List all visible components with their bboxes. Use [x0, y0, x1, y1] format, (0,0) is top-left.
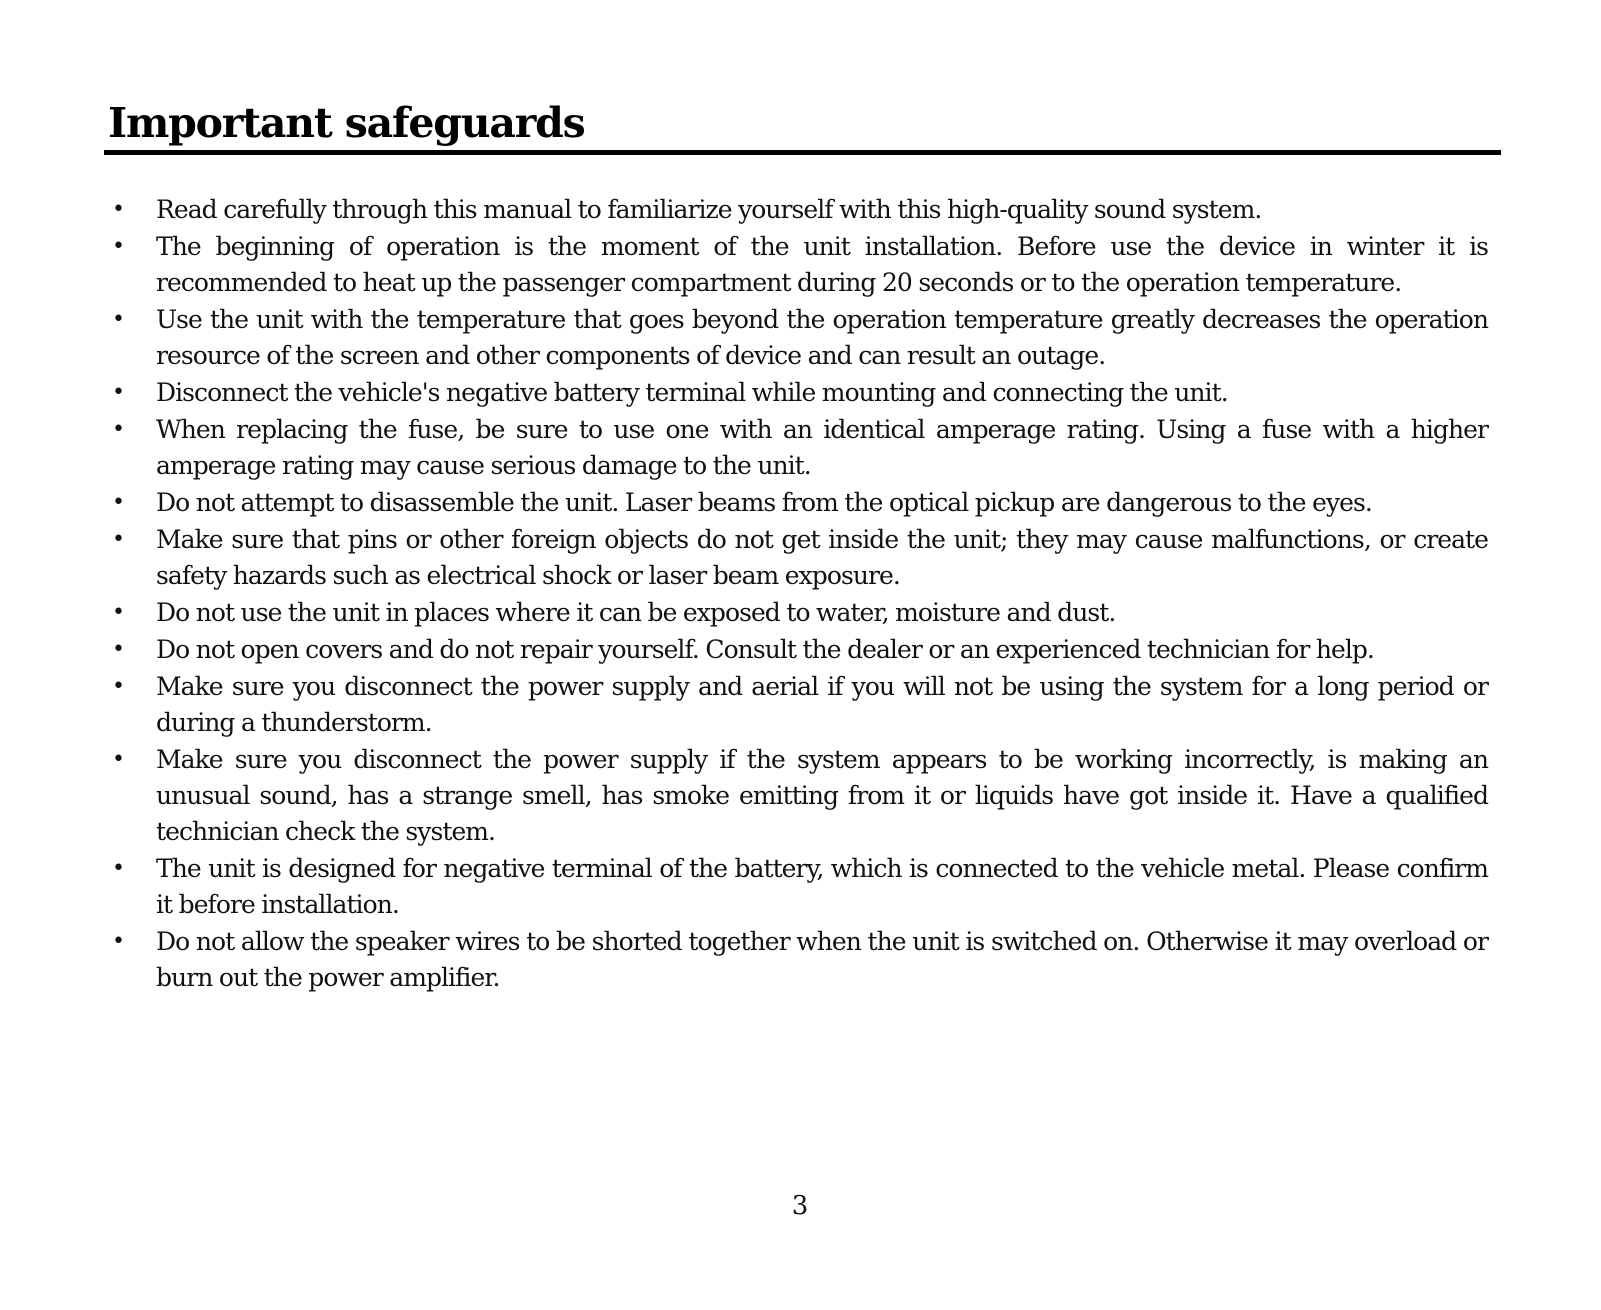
list-item-text: The unit is designed for negative terminal of the battery, which is connected to the vehicle metal. Please confirm it before installation.: [156, 854, 1488, 919]
list-item-text: Make sure that pins or other foreign objects do not get inside the unit; they may cause malfunctions, or create safety hazards such as electrical shock or laser beam exposure.: [156, 525, 1488, 590]
bullet-icon: •: [112, 929, 125, 954]
list-item-text: Do not open covers and do not repair yourself. Consult the dealer or an experienced technician for help.: [156, 635, 1374, 664]
bullet-icon: •: [112, 307, 125, 332]
page-number: 3: [791, 1191, 809, 1221]
bullet-icon: •: [112, 417, 125, 442]
bullet-icon: •: [112, 527, 125, 552]
bullet-icon: •: [112, 234, 125, 259]
title-underline: [104, 150, 1501, 155]
list-item: [110, 632, 1488, 668]
list-item-text: When replacing the fuse, be sure to use one with an identical amperage rating. Using a fuse with a higher amperage rating may cause serious damage to the unit.: [156, 415, 1488, 480]
list-item: [110, 742, 1488, 850]
list-item-text: Do not attempt to disassemble the unit. Laser beams from the optical pickup are dangerous to the eyes.: [156, 488, 1372, 517]
bullet-icon: •: [112, 380, 125, 405]
bullet-icon: •: [112, 637, 125, 662]
list-item: [110, 412, 1488, 484]
list-item-text: Use the unit with the temperature that goes beyond the operation temperature greatly decreases the operation resource of the screen and other components of device and can result an outage.: [156, 305, 1488, 370]
bullet-icon: •: [112, 197, 125, 222]
list-item: [110, 595, 1488, 631]
list-item: [110, 375, 1488, 411]
list-item: [110, 924, 1488, 996]
bullet-icon: •: [112, 856, 125, 881]
list-item: [110, 522, 1488, 594]
list-item-text: Make sure you disconnect the power supply if the system appears to be working incorrectly, is making an unusual sound, has a strange smell, has smoke emitting from it or liquids have got inside it. Have a qualified technician check the system.: [156, 745, 1488, 846]
bullet-icon: •: [112, 674, 125, 699]
bullet-icon: •: [112, 747, 125, 772]
list-item-text: Make sure you disconnect the power supply and aerial if you will not be using the system for a long period or during a thunderstorm.: [156, 672, 1488, 737]
list-item: [110, 229, 1488, 301]
list-item-text: Do not use the unit in places where it can be exposed to water, moisture and dust.: [156, 598, 1116, 627]
list-item: [110, 669, 1488, 741]
list-item-text: Read carefully through this manual to familiarize yourself with this high-quality sound system.: [156, 195, 1262, 224]
bullet-icon: •: [112, 490, 125, 515]
list-item-text: The beginning of operation is the moment of the unit installation. Before use the device in winter it is recommended to heat up the passenger compartment during 20 seconds or to the operation temperature.: [156, 232, 1488, 297]
list-item-text: Disconnect the vehicle's negative battery terminal while mounting and connecting the unit.: [156, 378, 1228, 407]
safeguards-list: [110, 192, 1488, 997]
page-title: Important safeguards: [108, 99, 585, 147]
list-item: [110, 485, 1488, 521]
list-item: [110, 851, 1488, 923]
list-item: [110, 192, 1488, 228]
bullet-icon: •: [112, 600, 125, 625]
list-item: [110, 302, 1488, 374]
list-item-text: Do not allow the speaker wires to be shorted together when the unit is switched on. Otherwise it may overload or burn out the power amplifier.: [156, 927, 1488, 992]
